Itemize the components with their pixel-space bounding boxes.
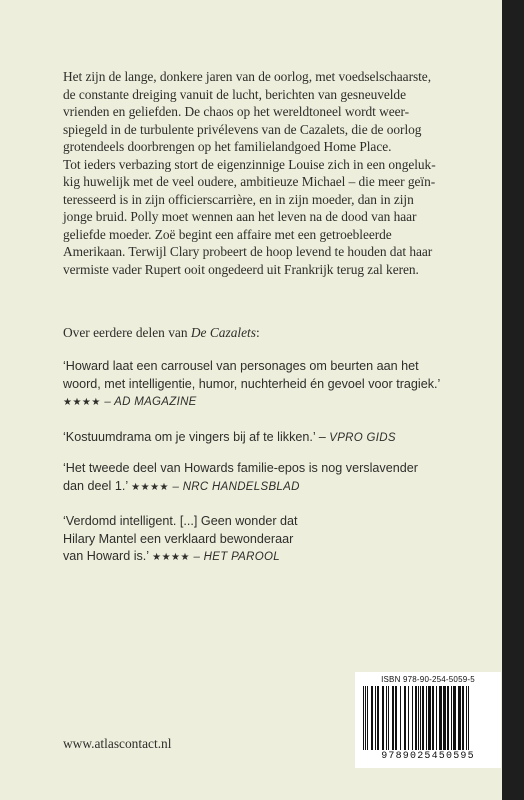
barcode-bar bbox=[439, 686, 442, 750]
quote-source: – AD MAGAZINE bbox=[104, 396, 197, 408]
quote-source: – HET PAROOL bbox=[193, 551, 280, 563]
blurb-line: grotendeels doorbrengen op het familielandgoed Home Place. bbox=[63, 139, 392, 154]
blurb-line: vermiste vader Rupert ooit ongedeerd uit Frankrijk terug zal keren. bbox=[63, 261, 419, 277]
barcode-bar bbox=[408, 686, 409, 750]
barcode-bar bbox=[451, 686, 452, 750]
barcode-bar bbox=[426, 686, 427, 750]
barcode-bar bbox=[436, 686, 437, 750]
barcode-bar bbox=[466, 686, 467, 750]
blurb-line: teresseerd is in zijn officierscarrière, en in zijn moeder, dan in zijn bbox=[63, 191, 414, 207]
quote-line: dan deel 1.’ bbox=[63, 478, 128, 493]
blurb-line: de constante dreiging vanuit de lucht, berichten van gesneuvelde bbox=[63, 86, 406, 102]
publisher-website: www.atlascontact.nl bbox=[63, 736, 172, 751]
barcode-bar bbox=[392, 686, 394, 750]
barcode-bar bbox=[375, 686, 376, 750]
barcode-bar bbox=[371, 686, 373, 750]
barcode-bar bbox=[468, 686, 469, 750]
barcode-bar bbox=[428, 686, 431, 750]
barcode-bar bbox=[458, 686, 461, 750]
blurb-line: jonge bruid. Polly moet wennen aan het leven na de dood van haar bbox=[63, 209, 417, 224]
review-quote-het-parool bbox=[63, 513, 488, 567]
barcode-digits: 9789025450595 bbox=[381, 751, 475, 762]
barcode-bars bbox=[361, 686, 495, 752]
barcode-bar bbox=[365, 686, 366, 750]
blurb-line: spiegeld in de turbulente privélevens van de Cazalets, die de oorlog bbox=[63, 121, 422, 137]
barcode-bar bbox=[388, 686, 389, 750]
barcode-bar bbox=[462, 686, 464, 750]
blurb-line: geliefde moeder. Zoë begint een affaire met een getroebleerde bbox=[63, 226, 392, 242]
barcode-bar bbox=[453, 686, 456, 750]
series-title: De Cazalets bbox=[190, 325, 256, 340]
quote-source: – NRC HANDELSBLAD bbox=[172, 480, 300, 493]
barcode-bar bbox=[418, 686, 419, 750]
barcode-bar bbox=[404, 686, 406, 750]
blurb-text bbox=[63, 68, 483, 278]
blurb-line: Tot ieders verbazing stort de eigenzinnige Louise zich in een ongeluk- bbox=[63, 156, 436, 172]
barcode-bar bbox=[420, 686, 421, 750]
barcode-bar bbox=[432, 686, 434, 750]
quote-line-with-attribution bbox=[63, 548, 488, 567]
barcode-bar bbox=[377, 686, 379, 750]
reviews-heading-prefix: Over eerdere delen van bbox=[63, 325, 191, 340]
quote-line: woord, met intelligentie, humor, nuchterheid én gevoel voor tragiek.’ bbox=[63, 376, 441, 391]
barcode-bar bbox=[422, 686, 424, 750]
quote-line-with-attribution bbox=[63, 478, 488, 497]
barcode-bar bbox=[363, 686, 364, 750]
quote-line: van Howard is.’ bbox=[63, 549, 149, 563]
blurb-line: Amerikaan. Terwijl Clary probeert de hoop levend te houden dat haar bbox=[63, 244, 433, 259]
quote-line: Hilary Mantel een verklaard bewonderaar bbox=[63, 531, 294, 546]
quote-line: ‘Verdomd intelligent. [...] Geen wonder dat bbox=[63, 514, 298, 528]
barcode-bar bbox=[382, 686, 384, 750]
barcode-bar bbox=[367, 686, 368, 750]
reviews-heading-suffix: : bbox=[255, 325, 260, 340]
reviews-heading bbox=[63, 325, 260, 341]
quote-line: ‘Kostuumdrama om je vingers bij af te likken.’ – bbox=[63, 430, 326, 444]
quote-line: ‘Het tweede deel van Howards familie-epos is nog verslavender bbox=[63, 461, 418, 475]
blurb-line: Het zijn de lange, donkere jaren van de oorlog, met voedselschaarste, bbox=[63, 69, 431, 84]
barcode-bar bbox=[447, 686, 449, 750]
barcode-bar bbox=[443, 686, 446, 750]
quote-source: VPRO GIDS bbox=[329, 432, 396, 444]
isbn-barcode bbox=[355, 672, 501, 768]
review-quote-vpro-gids bbox=[63, 429, 488, 448]
rating-stars: ★★★★ bbox=[131, 481, 170, 493]
review-quote-nrc-handelsblad bbox=[63, 460, 488, 496]
rating-stars: ★★★★ bbox=[152, 552, 190, 563]
barcode-bar bbox=[400, 686, 401, 750]
blurb-line: kig huwelijk met de veel oudere, ambitieuze Michael – die meer geïn- bbox=[63, 174, 436, 189]
blurb-line: vrienden en geliefden. De chaos op het wereldtoneel wordt weer- bbox=[63, 104, 410, 119]
barcode-bar bbox=[412, 686, 413, 750]
isbn-label: ISBN 978-90-254-5059-5 bbox=[381, 675, 475, 684]
quote-attribution bbox=[63, 393, 488, 412]
cover-edge-strip bbox=[502, 0, 524, 800]
barcode-bar bbox=[395, 686, 397, 750]
barcode-bar bbox=[386, 686, 387, 750]
barcode-bar bbox=[415, 686, 417, 750]
review-quote-ad-magazine bbox=[63, 358, 488, 412]
quote-line: ‘Howard laat een carrousel van personages om beurten aan het bbox=[63, 359, 419, 373]
rating-stars: ★★★★ bbox=[63, 397, 101, 408]
